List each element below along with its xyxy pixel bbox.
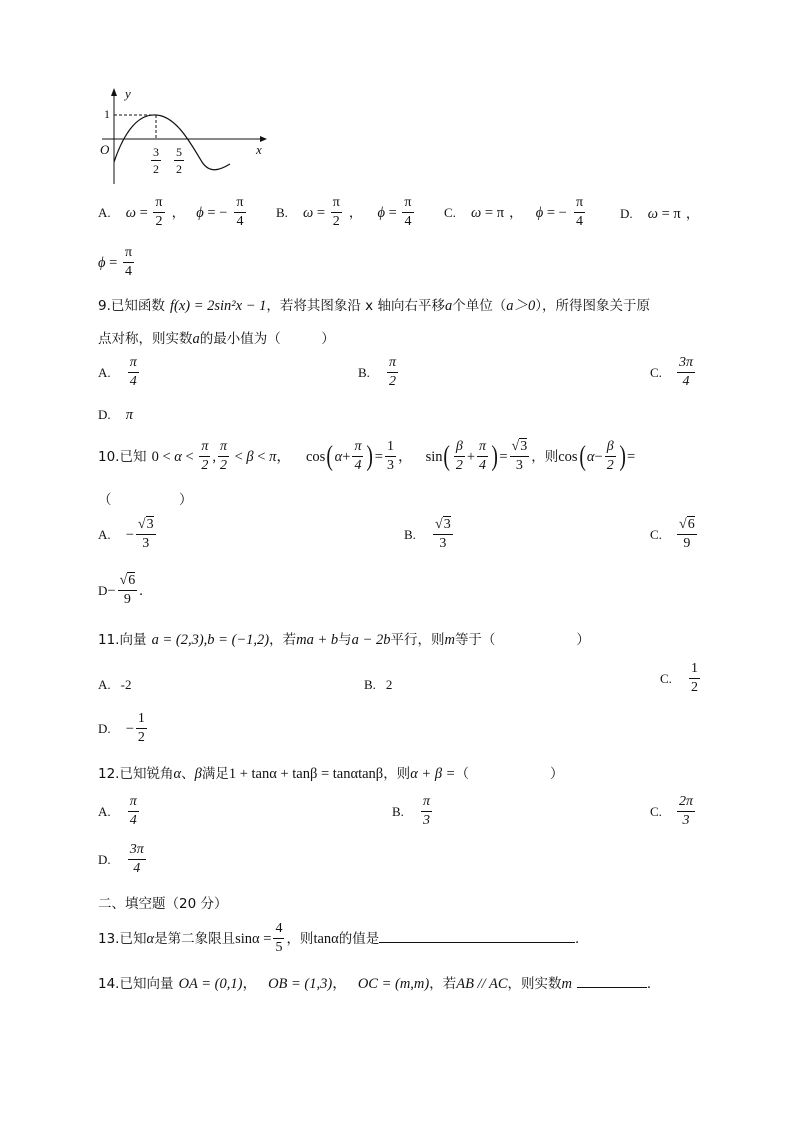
q8-option-b[interactable]: B. ω = $\frac{\pi}{2}$ ， ϕ = $\frac{\pi}{4}$ (276, 195, 412, 229)
y-axis-arrow (111, 88, 117, 96)
q13-stem: 13.已知α是第二象限且sinα = $\frac{4}{5}$ ，则tanα的值是 . (98, 921, 579, 955)
q9-stem-line1: 9.已知函数 f(x) = 2sin²x − 1，若将其图象沿 x 轴向右平移a个单位（a＞0），所得图象关于原 (98, 298, 650, 314)
section-title-fill-in: 二、填空题（20 分） (98, 896, 228, 912)
q12-option-c[interactable]: C. $\frac{2\pi}{3}$ (650, 794, 694, 828)
q10-option-b[interactable]: B. $\frac{√3}{3}$ (404, 517, 451, 551)
q9-option-a[interactable]: A. $\frac{\pi}{4}$ (98, 355, 137, 389)
q11-option-a[interactable]: A. -2 (98, 677, 132, 692)
q13-answer-blank[interactable] (379, 928, 575, 943)
q9-stem-line2: 点对称，则实数a的最小值为（ ） (98, 331, 335, 347)
q12-stem: 12.已知锐角α、β满足1 + tanα + tanβ = tanαtanβ，则α + β =（ ） (98, 766, 564, 782)
q12-option-d[interactable]: D. $\frac{3\pi}{4}$ (98, 842, 144, 876)
q9-option-c[interactable]: C. $\frac{3\pi}{4}$ (650, 355, 694, 389)
q9-option-d[interactable]: D. π (98, 407, 133, 423)
q8-option-d-phi: ϕ = $\frac{\pi}{4}$ (98, 245, 133, 279)
origin-label: O (100, 142, 110, 157)
q8-option-d[interactable]: D. ω = π ， (620, 206, 700, 222)
sine-graph (92, 84, 272, 194)
q14-answer-blank[interactable] (577, 973, 647, 988)
q8-option-c[interactable]: C. ω = π ， ϕ = − $\frac{\pi}{4}$ (444, 195, 584, 229)
sine-curve (114, 115, 230, 170)
q14-stem: 14.已知向量 OA = (0,1)， OB = (1,3)， OC = (m,m)，若AB // AC，则实数m . (98, 972, 651, 993)
q10-option-d[interactable]: D− $\frac{√6}{9}$ . (98, 573, 143, 607)
q11-option-b[interactable]: B. 2 (364, 677, 393, 692)
x-tick-3-2: $\frac{3}{2}$ (153, 145, 159, 176)
q10-option-c[interactable]: C. $\frac{√6}{9}$ (650, 517, 695, 551)
y-axis-label: y (125, 86, 131, 101)
x-axis-label: x (256, 142, 262, 157)
q9-option-b[interactable]: B. $\frac{\pi}{2}$ (358, 355, 397, 389)
q10-option-a[interactable]: A. − $\frac{√3}{3}$ (98, 517, 154, 551)
x-tick-5-2: $\frac{5}{2}$ (176, 145, 182, 176)
q11-option-c[interactable]: C. $\frac{1}{2}$ (660, 661, 699, 695)
q11-stem: 11.向量 a = (2,3),b = (−1,2)，若ma + b与a − 2b平行，则m等于（ ） (98, 632, 590, 648)
q11-option-d[interactable]: D. − $\frac{1}{2}$ (98, 711, 145, 745)
y-tick-1: 1 (104, 107, 110, 121)
q12-option-a[interactable]: A. $\frac{\pi}{4}$ (98, 794, 137, 828)
q10-stem: 10.已知 0 < α < $\frac{\pi}{2}$ , $\frac{\pi}{2}$ < β < π， cos(α+ $\frac{\pi}{4}$ )= $\frac{1}{3}$ ， sin( $\frac{\beta}{2}$ + $\frac{\pi}{4}$ )= $\frac{√3}{3}$ ，则cos(α− $\frac{\beta}{2}$ )= (98, 439, 636, 473)
q12-option-b[interactable]: B. $\frac{\pi}{3}$ (392, 794, 431, 828)
q10-paren: （ ） (98, 492, 193, 508)
graph-svg (92, 84, 272, 194)
q8-option-a[interactable]: A. ω = $\frac{\pi}{2}$ ， ϕ = − $\frac{\pi}{4}$ (98, 195, 244, 229)
